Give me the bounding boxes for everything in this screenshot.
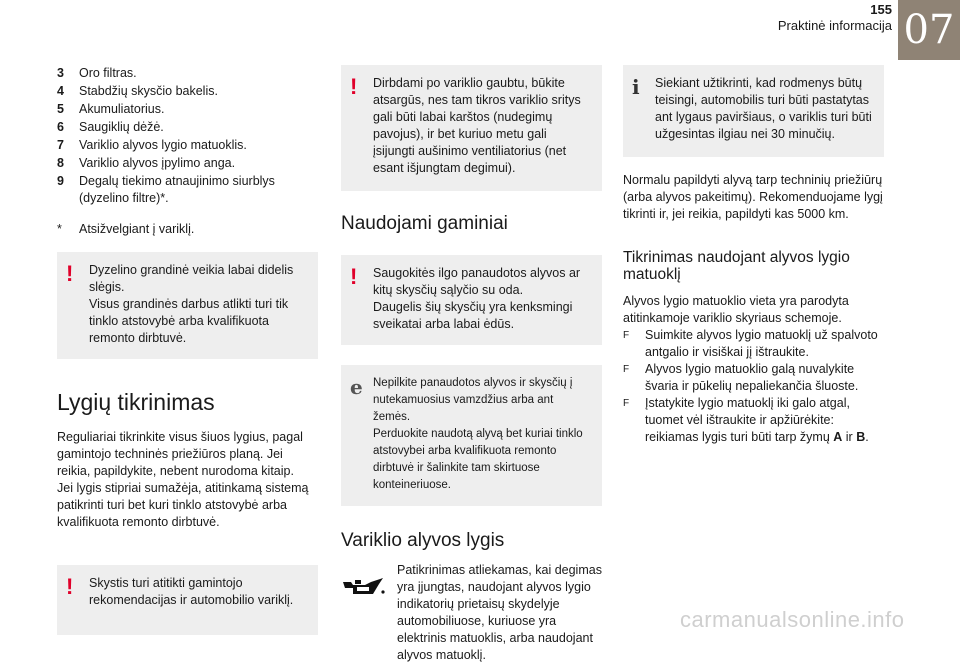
list-item: 4 Stabdžių skysčio bakelis.: [57, 84, 218, 98]
warning-box: ! Skystis turi atitikti gamintojo rekomendacijas ir automobilio variklį.: [57, 565, 318, 635]
column-3: [623, 65, 885, 446]
list-item: 3 Oro filtras.: [57, 66, 137, 80]
page-number: 155: [870, 2, 892, 17]
list-item: 7 Variklio alyvos lygio matuoklis.: [57, 138, 247, 152]
section-heading: Naudojami gaminiai: [341, 213, 508, 234]
section-heading: Lygių tikrinimas: [57, 389, 215, 415]
warning-icon: !: [350, 264, 358, 289]
warning-icon: !: [66, 261, 74, 286]
level-note: reikiamas lygis turi būti tarp žymų A ir B.: [645, 430, 869, 444]
warning-box: ! Dyzelino grandinė veikia labai didelis slėgis. Visus grandinės darbus atlikti turi tik tinklo atstovybė arba kvalifikuota remonto dirbtuvė.: [57, 252, 318, 359]
list-item: F Įstatykite lygio matuoklį iki galo atgal, tuomet vėl ištraukite ir apžiūrėkite:: [623, 396, 850, 427]
section-heading: Tikrinimas naudojant alyvos lygio matuoklį: [623, 249, 850, 283]
body-text: Alyvos lygio matuoklio vieta yra parodyta atitinkamoje variklio skyriaus schemoje.: [623, 294, 849, 325]
watermark: carmanualsonline.info: [680, 607, 905, 632]
warning-icon: !: [350, 74, 358, 99]
oil-can-icon: [341, 562, 397, 664]
info-icon: i: [632, 75, 640, 99]
warning-icon: !: [66, 574, 74, 599]
oil-level-row: Patikrinimas atliekamas, kai degimas yra įjungtas, naudojant alyvos lygio indikatorių prietaisų skydelyje automobiliuose, kuriuose yra elektrinis matuoklis, arba naudojant alyvos matuoklį.: [341, 562, 603, 664]
parts-list: [57, 65, 319, 207]
list-item: 9 Degalų tiekimo atnaujinimo siurblys (dyzelino filtre)*.: [57, 174, 275, 205]
warning-box: ! Saugokitės ilgo panaudotos alyvos ar kitų skysčių sąlyčio su oda. Daugelis šių skysčių yra kenksmingi sveikatai arba labai ėdūs.: [341, 255, 602, 345]
body-text: Normalu papildyti alyvą tarp techninių priežiūrų (arba alyvos pakeitimų). Rekomenduojame lygį tikrinti ir, jei reikia, papildyti kas 5000 km.: [623, 173, 883, 221]
list-item: 6 Saugiklių dėžė.: [57, 120, 164, 134]
column-1: [57, 65, 319, 635]
list-item: F Alyvos lygio matuoklio galą nuvalykite švaria ir pūkelių nepaliekančia šluoste.: [623, 362, 859, 393]
chapter-badge: 07: [898, 0, 960, 60]
environment-box: e Nepilkite panaudotos alyvos ir skysčių į nutekamuosius vamzdžius arba ant žemės. Perduokite naudotą alyvą bet kuriai tinklo atstovybei arba kvalifikuota remonto dirbtuvė ir šalinkite tam skirtuose konteineriuose.: [341, 365, 602, 506]
section-heading: Variklio alyvos lygis: [341, 530, 505, 551]
body-text: Reguliariai tikrinkite visus šiuos lygius, pagal gamintojo techninės priežiūros planą. Jei reikia, papildykite, nebent nurodoma kitaip. Jei lygis stipriai sumažėja, atitinkamą sistemą patikrinti turi bet kuri tinklo atstovybė arba kvalifikuota remonto dirbtuvė.: [57, 430, 309, 529]
environment-icon: e: [350, 375, 363, 399]
list-item: F Suimkite alyvos lygio matuoklį už spalvoto antgalio ir visiškai jį ištraukite.: [623, 328, 878, 359]
warning-box: ! Dirbdami po variklio gaubtu, būkite atsargūs, nes tam tikros variklio sritys gali būti labai karštos (nudegimų pavojus), ir bet kuriuo metu gali įsijungti aušinimo ventiliatorius (net esant išjungtam degimui).: [341, 65, 602, 191]
info-box: i Siekiant užtikrinti, kad rodmenys būtų teisingi, automobilis turi būti pastatytas ant lygaus paviršiaus, o variklis turi būti užgesintas ilgiau nei 30 minučių.: [623, 65, 884, 157]
list-item: 5 Akumuliatorius.: [57, 102, 165, 116]
column-2: [341, 65, 603, 664]
list-item: 8 Variklio alyvos įpylimo anga.: [57, 156, 236, 170]
steps-list: [623, 327, 885, 429]
footnote: * Atsižvelgiant į variklį.: [57, 222, 195, 236]
section-title: Praktinė informacija: [777, 18, 892, 33]
